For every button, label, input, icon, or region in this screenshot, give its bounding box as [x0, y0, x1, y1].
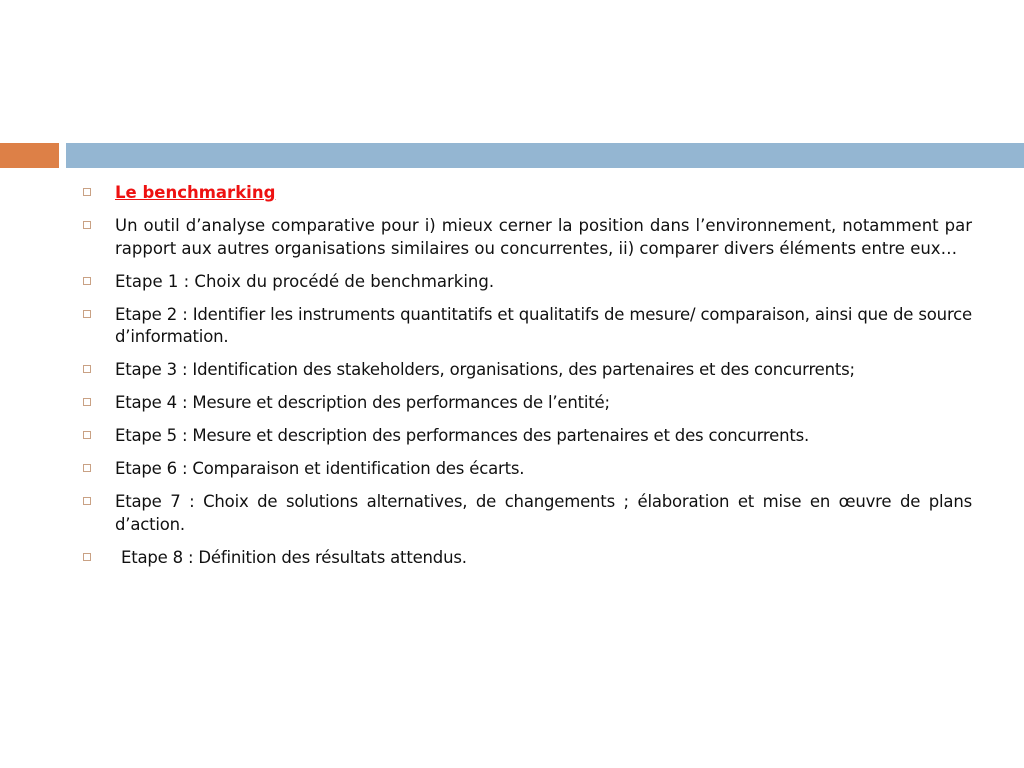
square-bullet-icon: [83, 464, 91, 472]
accent-bar-blue: [66, 143, 1024, 168]
list-item: [80, 359, 972, 382]
bullet-text: Etape 1 : Choix du procédé de benchmarking.: [115, 271, 495, 291]
bullet-text: Un outil d’analyse comparative pour i) mieux cerner la position dans l’environnement, notamment par rapport aux autres organisations similaires ou concurrentes, ii) comparer divers éléments entre eux…: [115, 216, 972, 258]
list-item: [80, 271, 972, 294]
square-bullet-icon: [83, 310, 91, 318]
list-item: [80, 392, 972, 415]
bullet-text: Etape 4 : Mesure et description des performances de l’entité;: [115, 393, 610, 412]
square-bullet-icon: [83, 398, 91, 406]
square-bullet-icon: [83, 221, 91, 229]
list-item: [80, 547, 972, 570]
list-item: [80, 304, 972, 349]
bullet-text: Etape 5 : Mesure et description des performances des partenaires et des concurrents.: [115, 426, 810, 445]
bullet-text: Etape 6 : Comparaison et identification des écarts.: [115, 459, 525, 478]
list-item: [80, 458, 972, 481]
slide-content: [80, 182, 972, 580]
bullet-text: Etape 3 : Identification des stakeholders, organisations, des partenaires et des concurrents;: [115, 360, 855, 379]
list-item: [80, 491, 972, 536]
bullet-text: Etape 8 : Définition des résultats attendus.: [121, 547, 467, 567]
list-item: [80, 215, 972, 260]
accent-bar-orange: [0, 143, 59, 168]
square-bullet-icon: [83, 277, 91, 285]
square-bullet-icon: [83, 497, 91, 505]
square-bullet-icon: [83, 553, 91, 561]
square-bullet-icon: [83, 431, 91, 439]
bullet-text: Etape 7 : Choix de solutions alternatives, de changements ; élaboration et mise en œuvre de plans d’action.: [115, 492, 972, 534]
slide-heading: Le benchmarking: [115, 183, 276, 202]
list-item: [80, 425, 972, 448]
square-bullet-icon: [83, 365, 91, 373]
square-bullet-icon: [83, 188, 91, 196]
heading-item: [80, 182, 972, 205]
bullet-text: Etape 2 : Identifier les instruments quantitatifs et qualitatifs de mesure/ comparaison, ainsi que de source d’information.: [115, 304, 972, 346]
